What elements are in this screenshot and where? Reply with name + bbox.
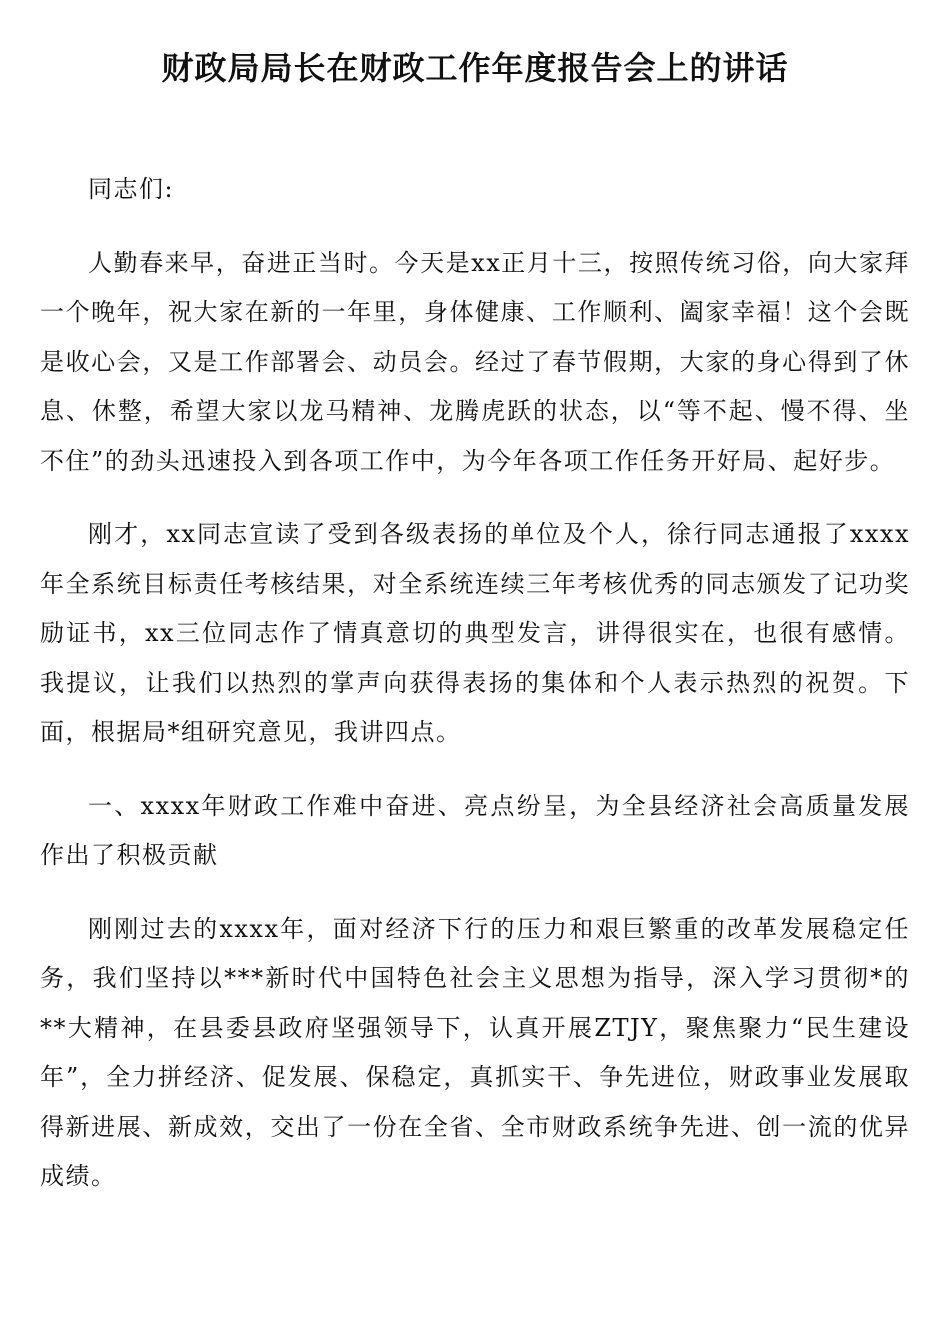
- document-body: [40, 165, 910, 1226]
- review-paragraph: 刚刚过去的xxxx年，面对经济下行的压力和艰巨繁重的改革发展稳定任务，我们坚持以***新时代中国特色社会主义思想为指导，深入学习贯彻*的**大精神，在县委县政府坚强领导下，认真开展ZTJY，聚焦聚力“民生建设年”，全力拼经济、促发展、保稳定，真抓实干、争先进位，财政事业发展取得新进展、新成效，交出了一份在全省、全市财政系统争先进、创一流的优异成绩。: [40, 914, 910, 1190]
- salutation-paragraph: 同志们:: [88, 175, 175, 203]
- opening-paragraph: 人勤春来早，奋进正当时。今天是xx正月十三，按照传统习俗，向大家拜一个晚年，祝大家在新的一年里，身体健康、工作顺利、阖家幸福！这个会既是收心会，又是工作部署会、动员会。经过了春节假期，大家的身心得到了休息、休整，希望大家以龙马精神、龙腾虎跃的状态，以“等不起、慢不得、坐不住”的劲头迅速投入到各项工作中，为今年各项工作任务开好局、起好步。: [40, 248, 910, 475]
- commendation-paragraph: 刚才，xx同志宣读了受到各级表扬的单位及个人，徐行同志通报了xxxx年全系统目标责任考核结果，对全系统连续三年考核优秀的同志颁发了记功奖励证书，xx三位同志作了情真意切的典型发言，讲得很实在，也很有感情。我提议，让我们以热烈的掌声向获得表扬的集体和个人表示热烈的祝贺。下面，根据局*组研究意见，我讲四点。: [40, 520, 910, 746]
- section-heading-1: 一、xxxx年财政工作难中奋进、亮点纷呈，为全县经济社会高质量发展作出了积极贡献: [40, 791, 910, 869]
- document-title: 财政局局长在财政工作年度报告会上的讲话: [161, 49, 789, 87]
